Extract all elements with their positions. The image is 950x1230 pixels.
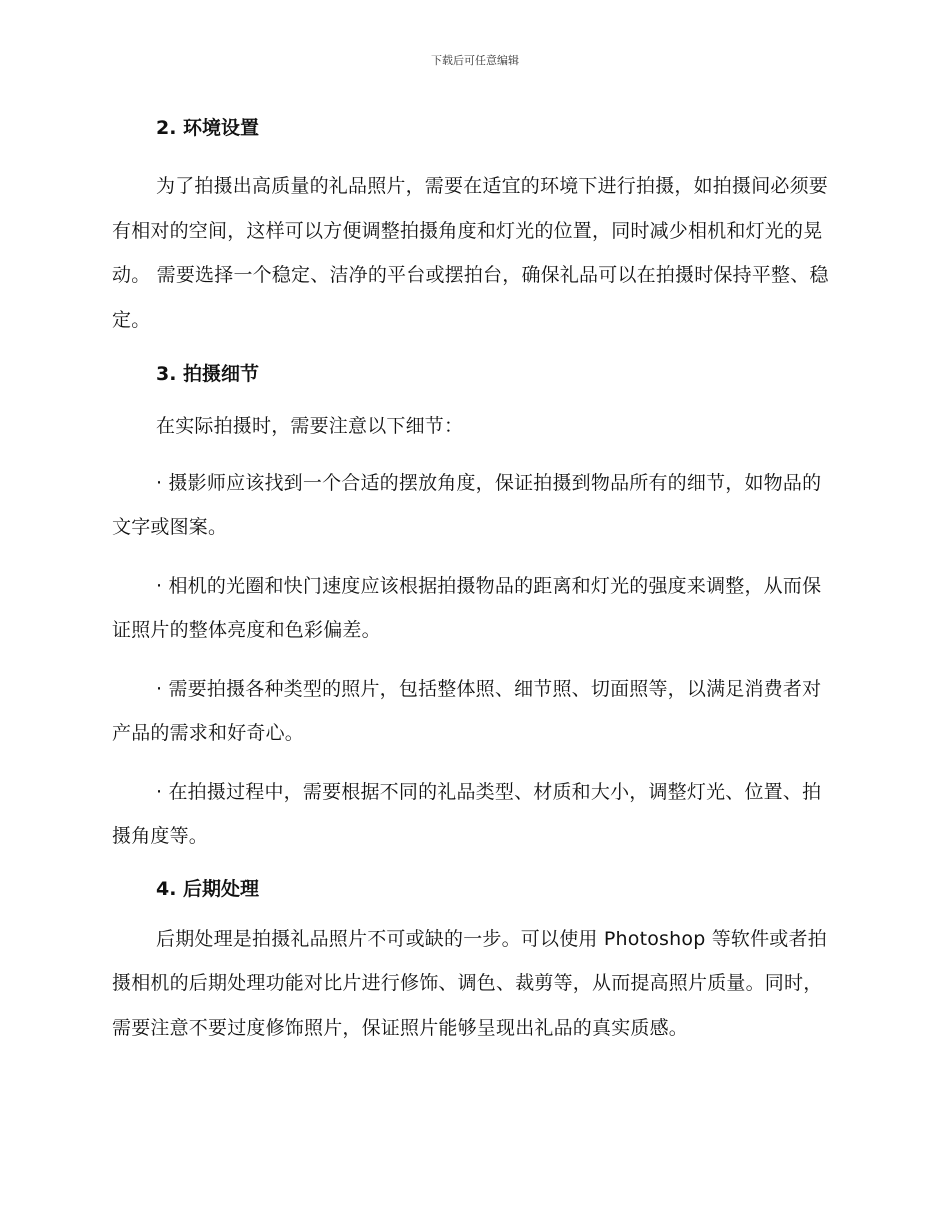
environment-paragraph: 为了拍摄出高质量的礼品照片，需要在适宜的环境下进行拍摄，如拍摄间必须要有相对的空间，这样可以方便调整拍摄角度和灯光的位置，同时减少相机和灯光的晃动。 需要选择一个稳定、洁净的平台或摆拍台，确保礼品可以在拍摄时保持平整、稳定。	[112, 175, 829, 331]
section-title-shooting-details: 3. 拍摄细节	[156, 363, 260, 385]
shooting-details-intro: 在实际拍摄时，需要注意以下细节：	[156, 415, 464, 437]
document-body	[112, 112, 840, 1058]
bullet-item-photo-types: · 需要拍摄各种类型的照片，包括整体照、细节照、切面照等，以满足消费者对产品的需求和好奇心。	[112, 677, 822, 744]
page-header: 下载后可任意编辑	[431, 54, 519, 67]
section-title-post-processing: 4. 后期处理	[156, 877, 260, 900]
bullet-item-adjustments: · 在拍摄过程中，需要根据不同的礼品类型、材质和大小，调整灯光、位置、拍摄角度等。	[112, 780, 822, 847]
bullet-item-angle: · 摄影师应该找到一个合适的摆放角度，保证拍摄到物品所有的细节，如物品的文字或图案。	[112, 471, 822, 538]
section-title-environment: 2. 环境设置	[156, 117, 260, 139]
post-processing-paragraph: 后期处理是拍摄礼品照片不可或缺的一步。可以使用 Photoshop 等软件或者拍摄相机的后期处理功能对比片进行修饰、调色、裁剪等，从而提高照片质量。同时，需要注意不要过度修饰照片，保证照片能够呈现出礼品的真实质感。	[112, 927, 827, 1039]
bullet-item-exposure: · 相机的光圈和快门速度应该根据拍摄物品的距离和灯光的强度来调整，从而保证照片的整体亮度和色彩偏差。	[112, 574, 822, 641]
